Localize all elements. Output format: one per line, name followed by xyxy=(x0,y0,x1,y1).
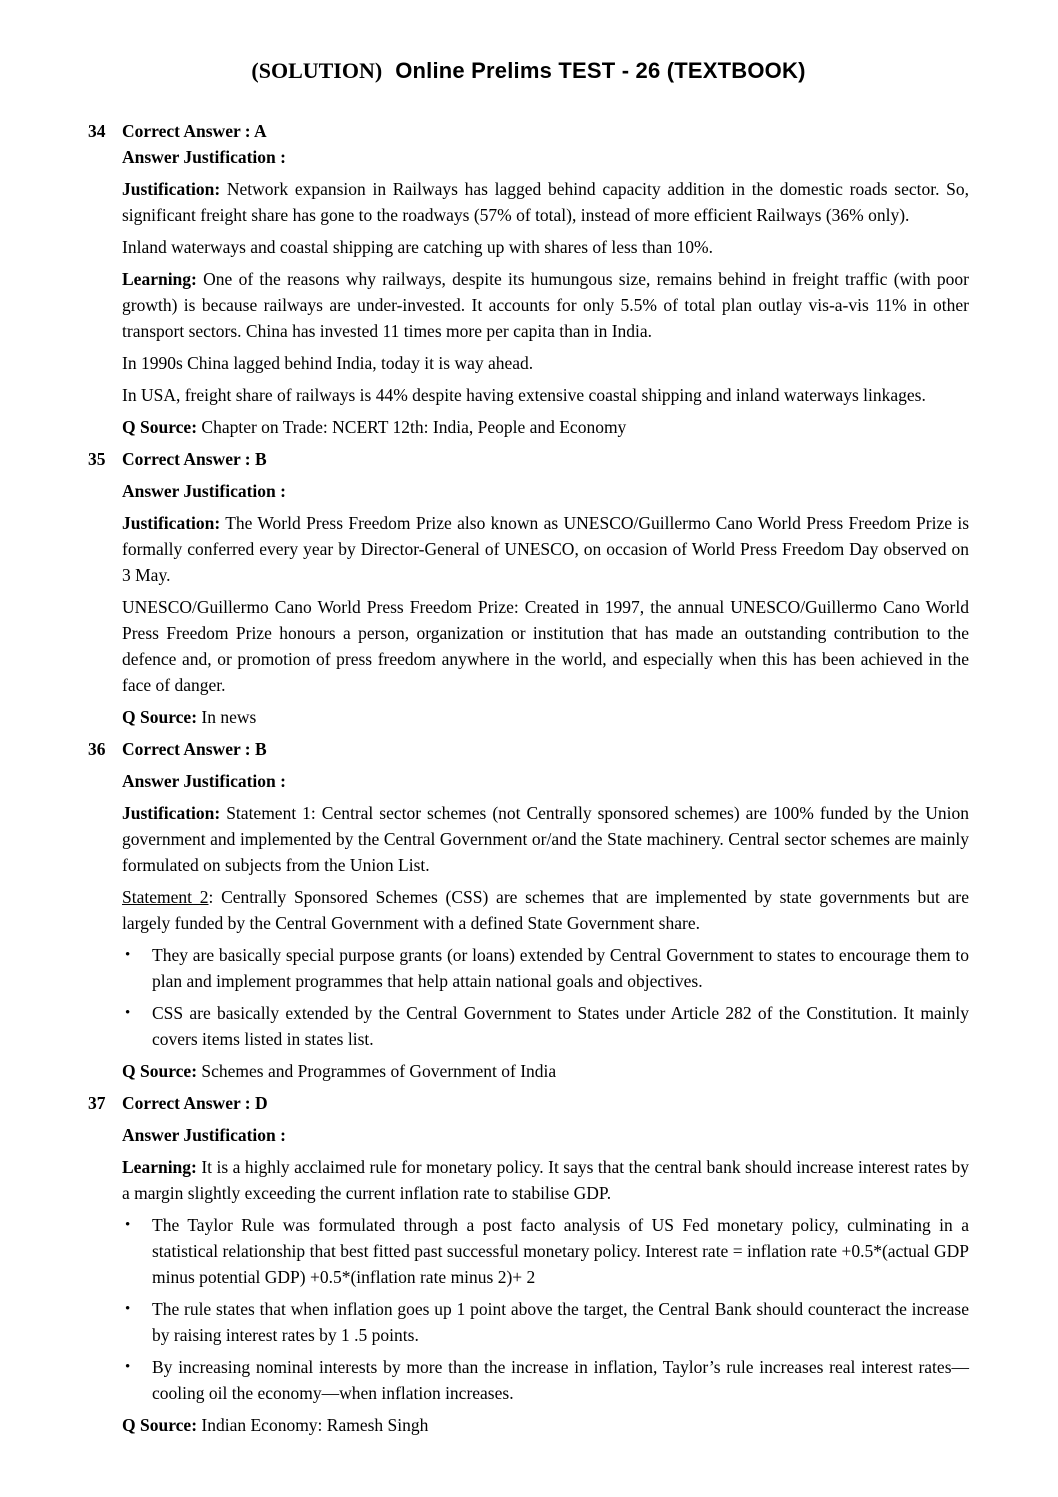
question-number: 35 xyxy=(88,449,106,469)
correct-answer-label: Correct Answer : xyxy=(122,739,251,759)
correct-answer-line xyxy=(122,1090,969,1116)
answer-justification-heading: Answer Justification : xyxy=(122,481,286,501)
paragraph-text: It is a highly acclaimed rule for monetary policy. It says that the central bank should increase interest rates by a margin slightly exceeding the current inflation rate to stabilise GDP. xyxy=(122,1157,970,1203)
bullet-item xyxy=(122,998,969,1052)
question-37 xyxy=(88,1090,969,1438)
bullet-item xyxy=(122,1294,969,1348)
bullet-icon: • xyxy=(125,947,131,963)
justification-paragraph xyxy=(122,798,969,878)
paragraph-text: Statement 1: Central sector schemes (not Centrally sponsored schemes) are 100% funded by the Union government and implemented by the Central Government or/and the State machinery. Central sector schemes are mainly formulated on subjects from the Union List. xyxy=(122,803,970,875)
paragraph-text: Network expansion in Railways has lagged behind capacity addition in the domestic roads sector. So, significant freight share has gone to the roadways (57% of total), instead of more efficient Railways (36% only). xyxy=(122,179,970,225)
bullet-text: The Taylor Rule was formulated through a post facto analysis of US Fed monetary policy, culminating in a statistical relationship that best fitted past successful monetary policy. Interest rate = inflation rate +0.5*(actual GDP minus potential GDP) +0.5*(inflation rate minus 2)+ 2 xyxy=(152,1215,969,1287)
paragraph-text: One of the reasons why railways, despite its humungous size, remains behind in freight traffic (with poor growth) is because railways are under-invested. It accounts for only 5.5% of total plan outlay vis-a-vis 11% in other transport sectors. China has invested 11 times more per capita than in India. xyxy=(122,269,970,341)
question-35 xyxy=(88,446,969,730)
paragraph-text: In 1990s China lagged behind India, today it is way ahead. xyxy=(122,353,534,373)
bullet-icon: • xyxy=(125,1005,131,1021)
paragraph xyxy=(122,592,969,698)
bullet-text: The rule states that when inflation goes up 1 point above the target, the Central Bank should counteract the increase by raising interest rates by 1 .5 points. xyxy=(152,1299,969,1345)
paragraph xyxy=(122,380,969,408)
correct-answer-value: B xyxy=(255,449,267,469)
bullet-text: They are basically special purpose grants (or loans) extended by Central Government to states to encourage them to plan and implement programmes that help attain national goals and objectives. xyxy=(152,945,969,991)
bullet-item xyxy=(122,940,969,994)
learning-paragraph xyxy=(122,1152,969,1206)
paragraph-text: Schemes and Programmes of Government of India xyxy=(201,1061,557,1081)
paragraph-text: In news xyxy=(201,707,257,727)
paragraph xyxy=(122,348,969,376)
correct-answer-label: Correct Answer : xyxy=(122,1093,251,1113)
correct-answer-value: A xyxy=(254,121,267,141)
question-number: 36 xyxy=(88,739,106,759)
bullet-item xyxy=(122,1352,969,1406)
q-source-paragraph xyxy=(122,702,969,730)
bullet-icon: • xyxy=(125,1359,131,1375)
paragraph-text: Chapter on Trade: NCERT 12th: India, People and Economy xyxy=(201,417,627,437)
correct-answer-line xyxy=(122,736,969,762)
question-36 xyxy=(88,736,969,1084)
q-source-paragraph xyxy=(122,1410,969,1438)
paragraph-text: : Centrally Sponsored Schemes (CSS) are schemes that are implemented by state governments but are largely funded by the Central Government with a defined State Government share. xyxy=(122,887,969,933)
answer-justification-heading: Answer Justification : xyxy=(122,1125,286,1145)
paragraph-lead: Learning: xyxy=(122,269,197,289)
paragraph-lead: Q Source: xyxy=(122,707,198,727)
paragraph-text: In USA, freight share of railways is 44% despite having extensive coastal shipping and inland waterways linkages. xyxy=(122,385,926,405)
paragraph-lead: Justification: xyxy=(122,513,221,533)
paragraph-text: UNESCO/Guillermo Cano World Press Freedom Prize: Created in 1997, the annual UNESCO/Guillermo Cano World Press Freedom Prize honours a person, organization or institution that has made an outstanding contribution to the defence and, or promotion of press freedom anywhere in the world, and especially when this has been achieved in the face of danger. xyxy=(122,597,969,695)
justification-paragraph xyxy=(122,508,969,588)
paragraph-lead: Q Source: xyxy=(122,417,198,437)
correct-answer-label: Correct Answer : xyxy=(122,449,251,469)
paragraph-lead: Learning: xyxy=(122,1157,197,1177)
q-source-paragraph xyxy=(122,412,969,440)
title-solution-label: (SOLUTION) xyxy=(251,58,383,83)
paragraph-lead: Justification: xyxy=(122,803,221,823)
paragraph-text: The World Press Freedom Prize also known as UNESCO/Guillermo Cano World Press Freedom Prize is formally conferred every year by Director-General of UNESCO, on occasion of World Press Freedom Day observed on 3 May. xyxy=(122,513,969,585)
bullet-icon: • xyxy=(125,1217,131,1233)
correct-answer-line xyxy=(122,446,969,472)
statement-2-paragraph xyxy=(122,882,969,936)
correct-answer-label: Correct Answer : xyxy=(122,121,251,141)
paragraph-underlined-lead: Statement 2 xyxy=(122,887,209,907)
page-title xyxy=(88,56,969,86)
paragraph-lead: Q Source: xyxy=(122,1415,198,1435)
answer-justification-heading: Answer Justification : xyxy=(122,771,286,791)
paragraph xyxy=(122,232,969,260)
justification-paragraph xyxy=(122,174,969,228)
paragraph-text: Inland waterways and coastal shipping are catching up with shares of less than 10%. xyxy=(122,237,713,257)
paragraph-text: Indian Economy: Ramesh Singh xyxy=(201,1415,429,1435)
bullet-text: CSS are basically extended by the Central Government to States under Article 282 of the Constitution. It mainly covers items listed in states list. xyxy=(152,1003,969,1049)
bullet-icon: • xyxy=(125,1301,131,1317)
question-number: 37 xyxy=(88,1093,106,1113)
paragraph-lead: Justification: xyxy=(122,179,221,199)
q-source-paragraph xyxy=(122,1056,969,1084)
answer-justification-heading: Answer Justification : xyxy=(122,147,286,167)
learning-paragraph xyxy=(122,264,969,344)
bullet-text: By increasing nominal interests by more than the increase in inflation, Taylor’s rule increases real interest rates—cooling oil the economy—when inflation increases. xyxy=(152,1357,969,1403)
correct-answer-value: B xyxy=(255,739,267,759)
bullet-item xyxy=(122,1210,969,1290)
question-number: 34 xyxy=(88,121,106,141)
title-test-label: Online Prelims TEST - 26 (TEXTBOOK) xyxy=(395,58,806,83)
correct-answer-line xyxy=(122,118,969,144)
question-34 xyxy=(88,118,969,440)
paragraph-lead: Q Source: xyxy=(122,1061,198,1081)
correct-answer-value: D xyxy=(255,1093,268,1113)
